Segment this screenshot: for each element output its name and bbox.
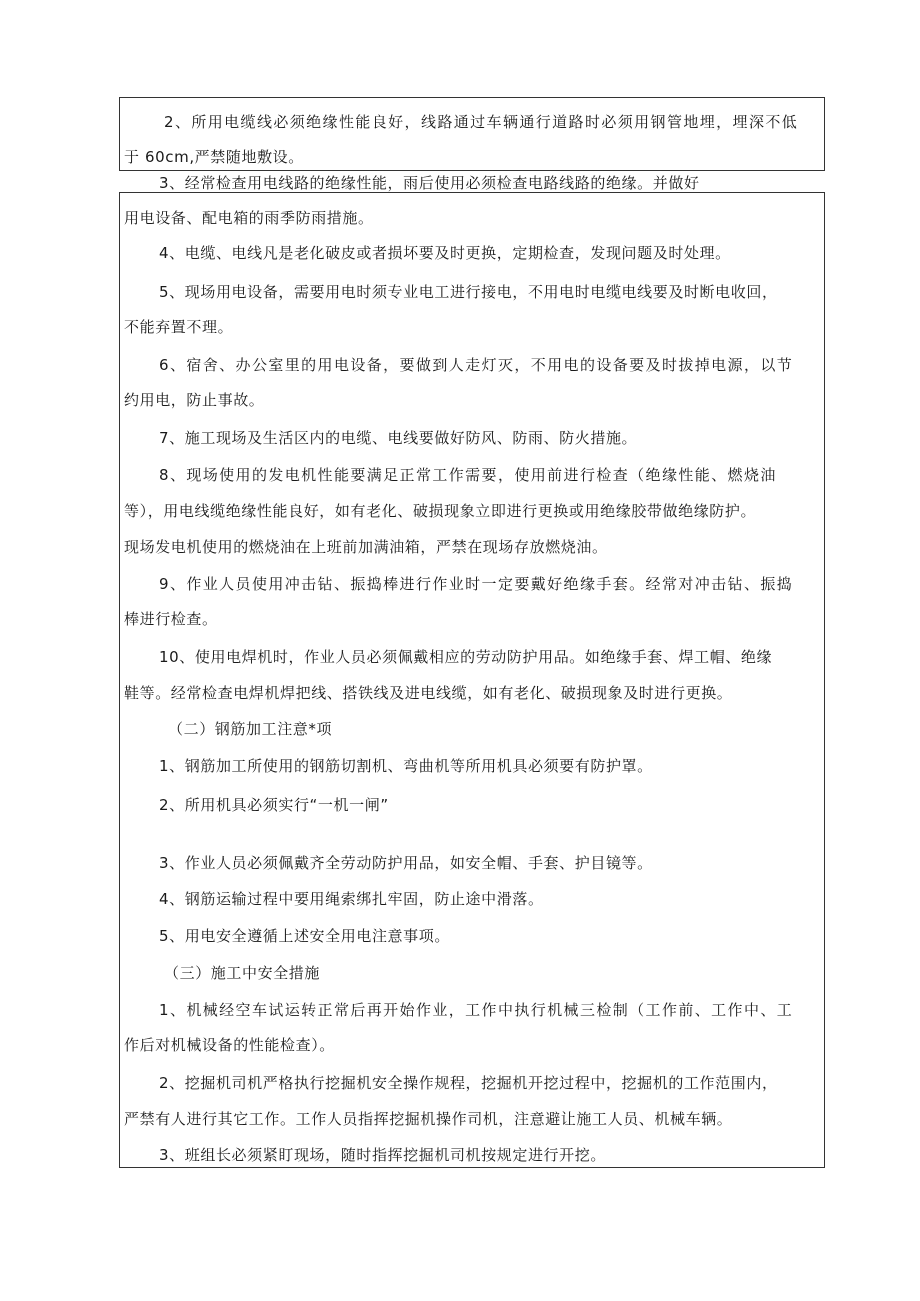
paragraph-line: 9、作业人员使用冲击钻、振捣棒进行作业时一定要戴好绝缘手套。经常对冲击钻、振捣 — [159, 575, 794, 593]
paragraph-line: 4、钢筋运输过程中要用绳索绑扎牢固，防止途中滑落。 — [159, 890, 544, 908]
section-heading: （二）钢筋加工注意*项 — [168, 720, 333, 738]
paragraph-line: 严禁有人进行其它工作。工作人员指挥挖掘机操作司机，注意避让施工人员、机械车辆。 — [124, 1110, 733, 1128]
paragraph-line: 8、现场使用的发电机性能要满足正常工作需要，使用前进行检查（绝缘性能、燃烧油 — [159, 466, 777, 484]
paragraph-line: 1、钢筋加工所使用的钢筋切割机、弯曲机等所用机具必须要有防护罩。 — [159, 757, 653, 775]
paragraph-line: 3、作业人员必须佩戴齐全劳动防护用品，如安全帽、手套、护目镜等。 — [159, 854, 653, 872]
table-cell-main — [119, 192, 825, 1168]
paragraph-line: 5、用电安全遵循上述安全用电注意事项。 — [159, 927, 450, 945]
paragraph-line: 鞋等。经常检查电焊机焊把线、搭铁线及进电线缆，如有老化、破损现象及时进行更换。 — [124, 684, 733, 702]
paragraph-line: 不能弃置不理。 — [124, 318, 234, 336]
paragraph-line: 1、机械经空车试运转正常后再开始作业，工作中执行机械三检制（工作前、工作中、工 — [159, 1001, 794, 1019]
paragraph-line: 现场发电机使用的燃烧油在上班前加满油箱，严禁在现场存放燃烧油。 — [124, 538, 608, 556]
paragraph-line: 3、班组长必须紧盯现场，随时指挥挖掘机司机按规定进行开挖。 — [159, 1146, 606, 1164]
paragraph-line: 5、现场用电设备，需要用电时须专业电工进行接电，不用电时电缆电线要及时断电收回， — [159, 283, 778, 301]
paragraph-line: 用电设备、配电箱的雨季防雨措施。 — [124, 209, 374, 227]
paragraph-line: 约用电，防止事故。 — [124, 391, 265, 409]
section-heading: （三）施工中安全措施 — [164, 964, 321, 982]
paragraph-line: 10、使用电焊机时，作业人员必须佩戴相应的劳动防护用品。如绝缘手套、焊工帽、绝缘 — [159, 648, 773, 666]
paragraph-line: 4、电缆、电线凡是老化破皮或者损坏要及时更换，定期检查，发现问题及时处理。 — [159, 244, 731, 262]
paragraph-line: 等），用电线缆绝缘性能良好，如有老化、破损现象立即进行更换或用绝缘胶带做绝缘防护。 — [124, 502, 757, 520]
paragraph-line: 6、宿舍、办公室里的用电设备，要做到人走灯灭，不用电的设备要及时拔掉电源，以节 — [159, 356, 794, 374]
paragraph-line: 作后对机械设备的性能检查）。 — [124, 1036, 335, 1054]
paragraph-line: 于 60cm,严禁随地敷设。 — [124, 148, 304, 166]
paragraph-line: 棒进行检查。 — [124, 610, 218, 628]
paragraph-line: 7、施工现场及生活区内的电缆、电线要做好防风、防雨、防火措施。 — [159, 429, 638, 447]
paragraph-line: 2、挖掘机司机严格执行挖掘机安全操作规程，挖掘机开挖过程中，挖掘机的工作范围内， — [159, 1074, 778, 1092]
paragraph-line: 2、所用机具必须实行“一机一闸” — [159, 796, 389, 814]
paragraph-line: 3、经常检查用电线路的绝缘性能，雨后使用必须检查电路线路的绝缘。并做好 — [159, 174, 700, 192]
paragraph-line: 2、所用电缆线必须绝缘性能良好，线路通过车辆通行道路时必须用钢管地埋，埋深不低 — [164, 113, 799, 131]
